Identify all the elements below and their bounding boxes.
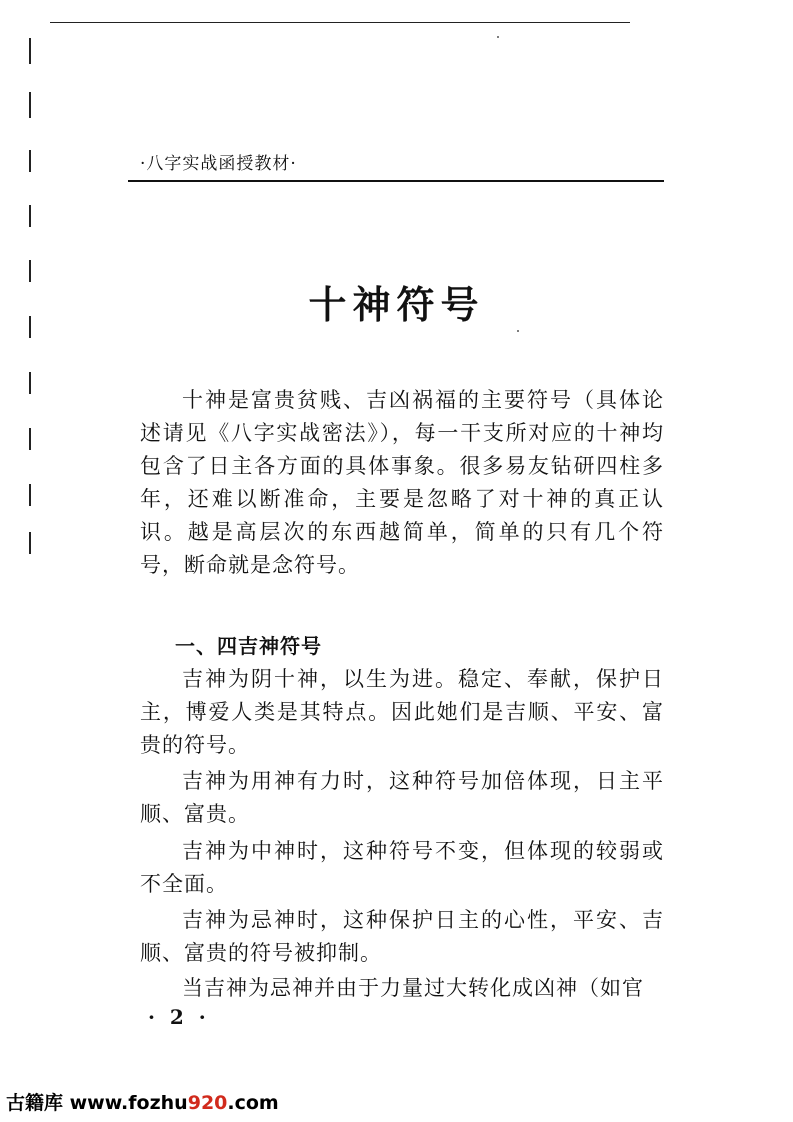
body-paragraph: 当吉神为忌神并由于力量过大转化成凶神（如官 <box>182 976 644 1000</box>
speck <box>497 36 499 38</box>
intro-paragraph: 十神是富贵贫贱、吉凶祸福的主要符号（具体论述请见《八字实战密法》），每一干支所对应的十神均包含了日主各方面的具体事象。很多易友钻研四柱多年，还难以断准命，主要是忽略了对十神的真正认识。越是高层次的东西越简单，简单的只有几个符号，断命就是念符号。 <box>140 388 664 577</box>
watermark-site-link[interactable] <box>6 1088 279 1115</box>
site-suffix: .com <box>227 1092 279 1114</box>
margin-mark <box>29 150 31 172</box>
margin-mark <box>29 205 31 227</box>
margin-mark <box>29 372 31 394</box>
body-paragraph: 吉神为用神有力时，这种符号加倍体现，日主平顺、富贵。 <box>140 769 664 826</box>
margin-mark <box>29 532 31 554</box>
margin-mark <box>29 428 31 450</box>
body-paragraph: 吉神为中神时，这种符号不变，但体现的较弱或不全面。 <box>140 839 664 896</box>
margin-mark <box>29 38 31 64</box>
page-number: · 2 · <box>148 1005 210 1029</box>
margin-mark <box>29 92 31 118</box>
body-paragraph: 吉神为忌神时，这种保护日主的心性，平安、吉顺、富贵的符号被抑制。 <box>140 908 664 965</box>
body-paragraph: 吉神为阴十神，以生为进。稳定、奉献，保护日主，博爱人类是其特点。因此她们是吉顺、平安、富贵的符号。 <box>140 667 664 757</box>
top-rule <box>50 22 630 23</box>
site-number: 920 <box>187 1092 228 1114</box>
speck <box>517 330 519 332</box>
margin-mark <box>29 484 31 506</box>
page-title: 十神符号 <box>308 282 485 327</box>
header-rule <box>128 180 664 182</box>
section-heading: 一、四吉神符号 <box>175 634 322 658</box>
site-prefix: 古籍库 www.fozhu <box>6 1092 188 1114</box>
running-header: ·八字实战函授教材· <box>140 154 297 174</box>
